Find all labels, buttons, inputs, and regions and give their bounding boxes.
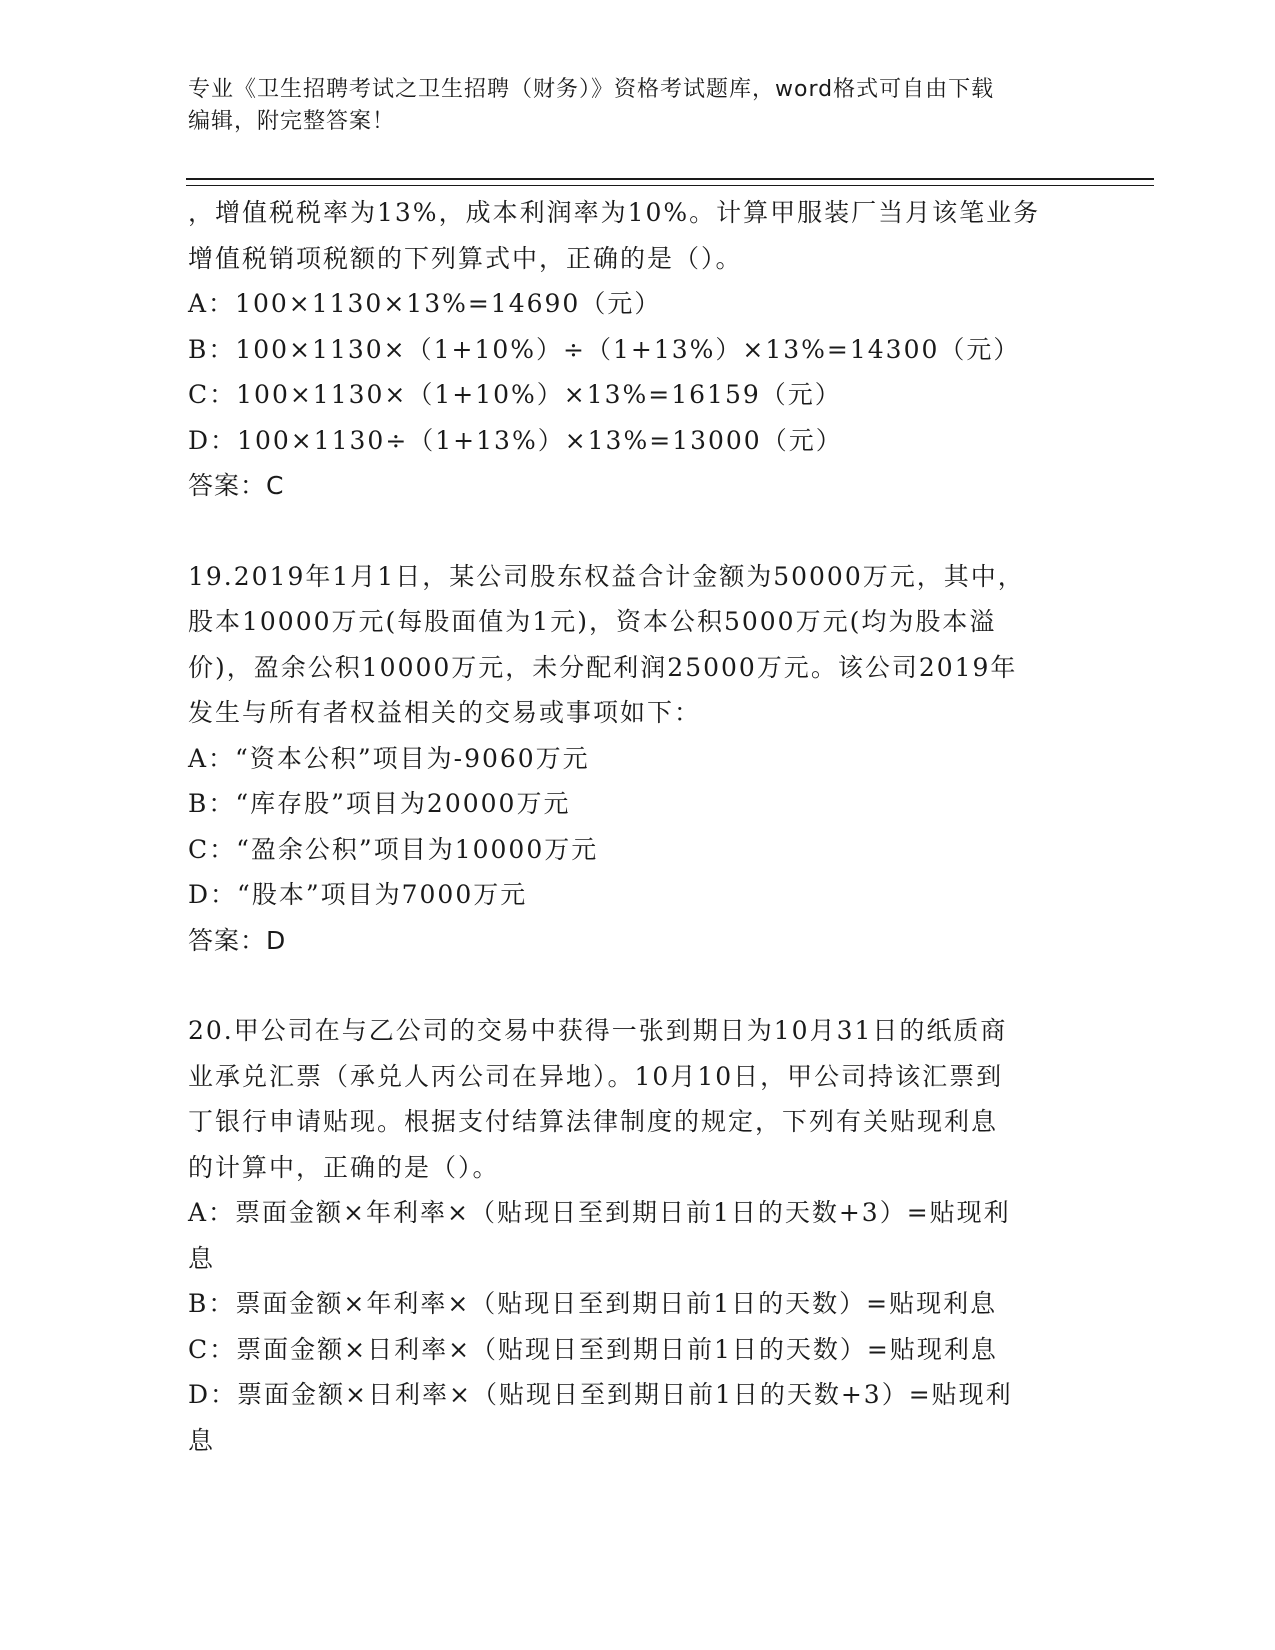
question-stem-line: 20.甲公司在与乙公司的交易中获得一张到期日为10月31日的纸质商 (188, 1016, 1008, 1045)
question-stem-line: 发生与所有者权益相关的交易或事项如下： (188, 698, 702, 727)
option-d: D：“股本”项目为7000万元 (188, 880, 528, 909)
question-list (188, 190, 1088, 1463)
question-stem-line: 价)，盈余公积10000万元，未分配利润25000万元。该公司2019年 (188, 652, 1018, 682)
header-line: 专业《卫生招聘考试之卫生招聘（财务）》资格考试题库，word格式可自由下载 (188, 77, 995, 102)
option-a: A：“资本公积”项目为-9060万元 (188, 743, 590, 773)
option-a-continued: 息 (188, 1243, 216, 1273)
header-line: 编辑，附完整答案！ (188, 109, 396, 134)
answer-label: 答案：C (188, 471, 285, 500)
option-c: C：“盈余公积”项目为10000万元 (188, 834, 599, 864)
option-c: C：100×1130×（1+10%）×13%=16159（元） (188, 380, 842, 409)
question-stem-line: 的计算中，正确的是（）。 (188, 1152, 500, 1182)
question-stem-line: 增值税销项税额的下列算式中，正确的是（）。 (188, 243, 743, 273)
question-stem-line: 19.2019年1月1日，某公司股东权益合计金额为50000万元，其中， (188, 561, 1025, 591)
option-b: B：票面金额×年利率×（贴现日至到期日前1日的天数）=贴现利息 (188, 1289, 998, 1318)
question-stem-line: 丁银行申请贴现。根据支付结算法律制度的规定，下列有关贴现利息 (188, 1107, 999, 1136)
option-d: D：票面金额×日利率×（贴现日至到期日前1日的天数+3）=贴现利 (188, 1380, 1013, 1409)
question-19 (188, 554, 1088, 964)
question-stem-line: 股本10000万元(每股面值为1元)，资本公积5000万元(均为股本溢 (188, 607, 997, 636)
option-b: B：“库存股”项目为20000万元 (188, 789, 571, 818)
option-a: A：票面金额×年利率×（贴现日至到期日前1日的天数+3）=贴现利 (188, 1198, 1011, 1227)
option-c: C：票面金额×日利率×（贴现日至到期日前1日的天数）=贴现利息 (188, 1334, 998, 1364)
question-stem-line: ，增值税税率为13%，成本利润率为10%。计算甲服装厂当月该笔业务 (188, 198, 1041, 227)
option-d-continued: 息 (188, 1425, 216, 1455)
question-18 (188, 190, 1088, 509)
answer-label: 答案：D (188, 925, 287, 955)
option-d: D：100×1130÷（1+13%）×13%=13000（元） (188, 425, 843, 455)
header-divider (186, 178, 1154, 186)
option-b: B：100×1130×（1+10%）÷（1+13%）×13%=14300（元） (188, 334, 1021, 364)
question-stem-line: 业承兑汇票（承兑人丙公司在异地）。10月10日，甲公司持该汇票到 (188, 1061, 1004, 1091)
question-20 (188, 1008, 1088, 1463)
option-a: A：100×1130×13%=14690（元） (188, 289, 662, 318)
page-header (188, 74, 1088, 138)
